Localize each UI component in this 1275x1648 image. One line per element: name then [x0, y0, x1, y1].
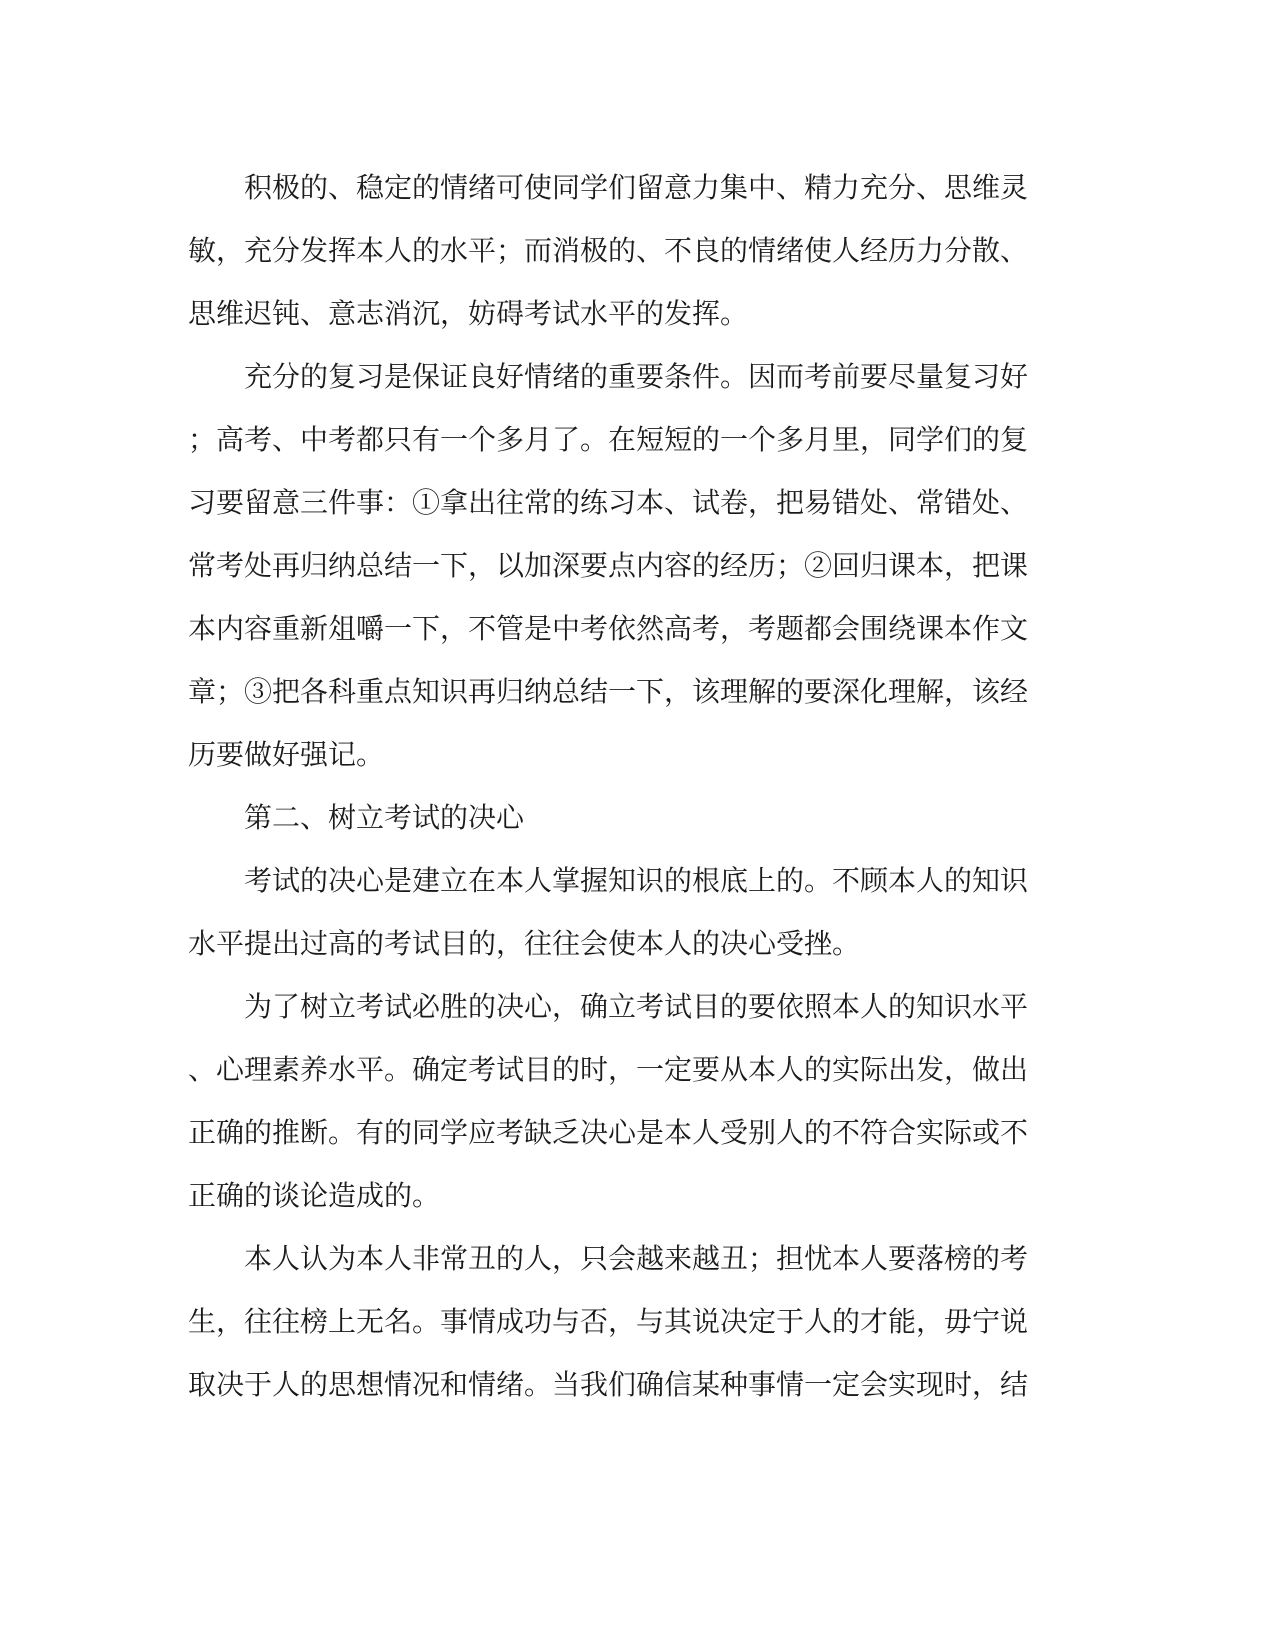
- text-line: 本内容重新俎嚼一下，不管是中考依然高考，考题都会围绕课本作文: [188, 612, 1029, 645]
- text-line: 取决于人的思想情况和情绪。当我们确信某种事情一定会实现时，结: [188, 1368, 1029, 1401]
- text-line: 生，往往榜上无名。事情成功与否，与其说决定于人的才能，毋宁说: [188, 1305, 1029, 1338]
- document-body: [188, 156, 1036, 1416]
- paragraph-review: [188, 345, 1036, 786]
- text-line: 、心理素养水平。确定考试目的时，一定要从本人的实际出发，做出: [188, 1053, 1029, 1086]
- text-line: 为了树立考试必胜的决心，确立考试目的要依照本人的知识水平: [244, 990, 1029, 1023]
- text-line: 本人认为本人非常丑的人，只会越来越丑；担忧本人要落榜的考: [244, 1242, 1029, 1275]
- heading-text: 第二、树立考试的决心: [244, 801, 525, 834]
- text-line: 章；③把各科重点知识再归纳总结一下，该理解的要深化理解，该经: [188, 675, 1029, 708]
- text-line: 正确的谈论造成的。: [188, 1179, 441, 1212]
- text-line: 历要做好强记。: [188, 738, 385, 771]
- paragraph-self-belief: [188, 1227, 1036, 1416]
- text-line: ；高考、中考都只有一个多月了。在短短的一个多月里，同学们的复: [188, 423, 1029, 456]
- text-line: 敏，充分发挥本人的水平；而消极的、不良的情绪使人经历力分散、: [188, 234, 1029, 267]
- text-line: 正确的推断。有的同学应考缺乏决心是本人受别人的不符合实际或不: [188, 1116, 1029, 1149]
- paragraph-confidence-basis: [188, 849, 1036, 975]
- text-line: 思维迟钝、意志消沉，妨碍考试水平的发挥。: [188, 297, 749, 330]
- text-line: 习要留意三件事：①拿出往常的练习本、试卷，把易错处、常错处、: [188, 486, 1029, 519]
- text-line: 积极的、稳定的情绪可使同学们留意力集中、精力充分、思维灵: [244, 171, 1029, 204]
- text-line: 考试的决心是建立在本人掌握知识的根底上的。不顾本人的知识: [244, 864, 1029, 897]
- section-heading: [188, 786, 1036, 849]
- paragraph-goal-setting: [188, 975, 1036, 1227]
- text-line: 充分的复习是保证良好情绪的重要条件。因而考前要尽量复习好: [244, 360, 1029, 393]
- paragraph-emotions: [188, 156, 1036, 345]
- text-line: 水平提出过高的考试目的，往往会使本人的决心受挫。: [188, 927, 861, 960]
- text-line: 常考处再归纳总结一下，以加深要点内容的经历；②回归课本，把课: [188, 549, 1029, 582]
